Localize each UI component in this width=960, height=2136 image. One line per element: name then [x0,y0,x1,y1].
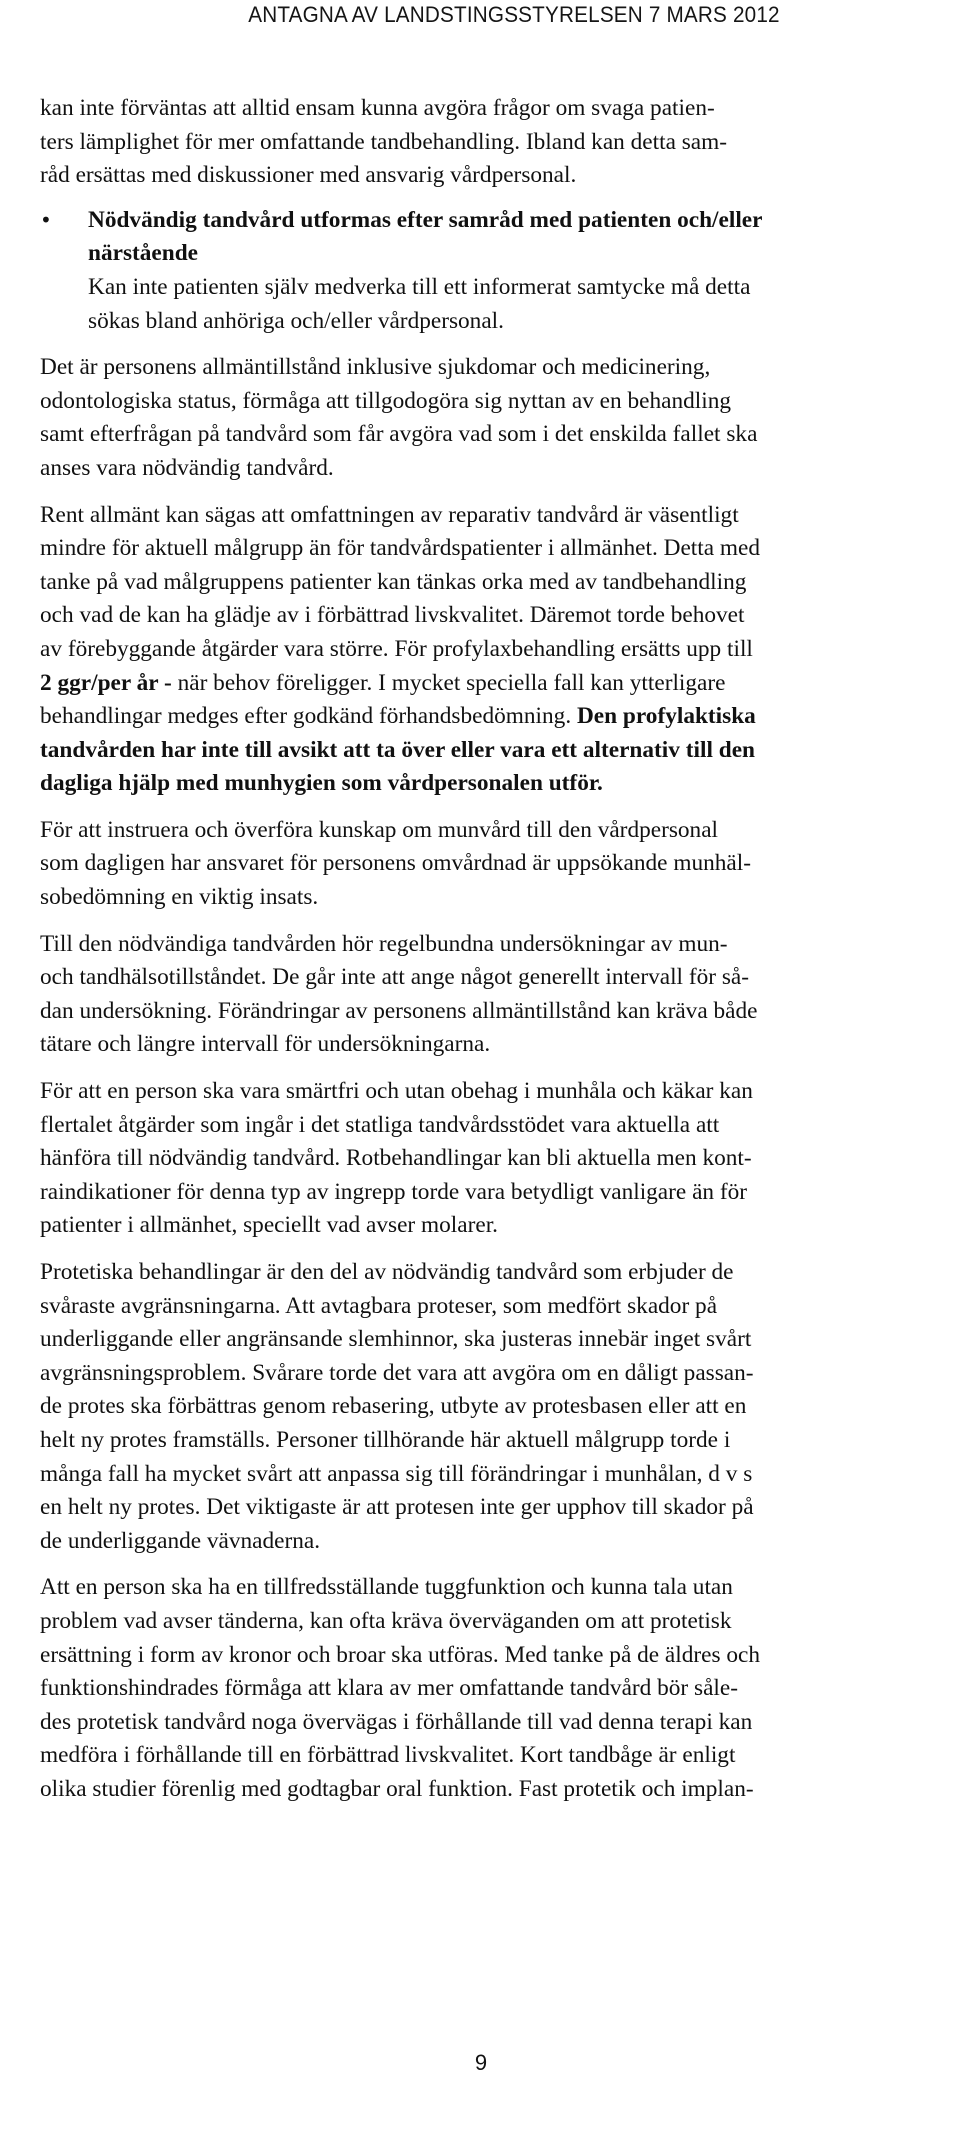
text-line: en helt ny protes. Det viktigaste är att protesen inte ger upphov till skador på [40,1494,754,1521]
text-line: de protes ska förbättras genom rebasering, utbyte av protesbasen eller att en [40,1393,747,1420]
text-line: som dagligen har ansvaret för personens omvårdnad är uppsökande munhäl- [40,850,751,877]
paragraph-protetiska-behandlingar [40,1256,960,1558]
text-run: när behov föreligger. I mycket speciella fall kan ytterligare [171,669,726,696]
running-header: ANTAGNA AV LANDSTINGSSTYRELSEN 7 MARS 2012 [248,2,780,27]
text-line: dan undersökning. Förändringar av personens allmäntillstånd kan kräva både [40,997,758,1024]
text-line: ters lämplighet för mer omfattande tandbehandling. Ibland kan detta sam- [40,128,728,155]
text-line: odontologiska status, förmåga att tillgodogöra sig nyttan av en behandling [40,387,732,414]
text-line: underliggande eller angränsande slemhinnor, ska justeras innebär inget svårt [40,1326,752,1353]
paragraph-tuggfunktion [40,1571,960,1806]
bullet-body-line: Kan inte patienten själv medverka till ett informerat samtycke må detta [88,273,751,300]
paragraph-allmantillstand [40,351,960,485]
text-line: des protetisk tandvård noga övervägas i förhållande till vad denna terapi kan [40,1708,753,1735]
text-line: Att en person ska ha en tillfredsställande tuggfunktion och kunna tala utan [40,1574,733,1601]
text-line: anses vara nödvändig tandvård. [40,454,334,481]
emphasis-statement: Den profylaktiska [576,703,756,730]
text-line: avgränsningsproblem. Svårare torde det vara att avgöra om en dåligt passan- [40,1359,754,1386]
bullet-marker: • [40,207,52,232]
text-line: råd ersättas med diskussioner med ansvarig vårdpersonal. [40,162,577,189]
text-line: Rent allmänt kan sägas att omfattningen av reparativ tandvård är väsentligt [40,501,739,528]
text-line: mindre för aktuell målgrupp än för tandvårdspatienter i allmänhet. Detta med [40,535,761,562]
paragraph-munvard-instruktion [40,814,960,915]
text-line: tätare och längre intervall för undersökningarna. [40,1031,491,1058]
text-line: av förebyggande åtgärder vara större. För profylaxbehandling ersätts upp till [40,635,753,662]
text-line: och vad de kan ha glädje av i förbättrad livskvalitet. Däremot torde behovet [40,602,745,629]
text-line: patienter i allmänhet, speciellt vad avser molarer. [40,1212,498,1239]
text-line: raindikationer för denna typ av ingrepp torde vara betydligt vanligare än för [40,1178,748,1205]
paragraph-reparativ-tandvard [40,499,960,801]
text-line: de underliggande vävnaderna. [40,1527,321,1554]
emphasis-frequency: 2 ggr/per år - [40,669,172,696]
text-line: flertalet åtgärder som ingår i det statliga tandvårdsstödet vara aktuella att [40,1111,720,1138]
bullet-heading-line: Nödvändig tandvård utformas efter samråd med patienten och/eller [88,206,763,233]
text-line: samt efterfrågan på tandvård som får avgöra vad som i det enskilda fallet ska [40,421,758,448]
emphasis-statement-line: dagliga hjälp med munhygien som vårdpersonalen utför. [40,770,603,797]
text-line: Det är personens allmäntillstånd inklusive sjukdomar och medicinering, [40,354,711,381]
bullet-heading-line: närstående [88,240,199,267]
text-line: sobedömning en viktig insats. [40,884,319,911]
intro-continuation-paragraph [40,92,960,193]
text-line: funktionshindrades förmåga att klara av mer omfattande tandvård bör såle- [40,1675,738,1702]
text-line: medföra i förhållande till en förbättrad livskvalitet. Kort tandbåge är enligt [40,1742,736,1769]
text-line: kan inte förväntas att alltid ensam kunna avgöra frågor om svaga patien- [40,95,715,121]
text-line: För att instruera och överföra kunskap om munvård till den vårdpersonal [40,816,719,843]
page-number: 9 [474,2050,488,2075]
text-line: Till den nödvändiga tandvården hör regelbundna undersökningar av mun- [40,930,728,957]
text-line: problem vad avser tänderna, kan ofta kräva överväganden om att protetisk [40,1607,732,1634]
emphasis-statement-line: tandvården har inte till avsikt att ta över eller vara ett alternativ till den [40,736,755,763]
document-body [40,92,960,1807]
text-run: behandlingar medges efter godkänd förhandsbedömning. [40,703,577,730]
text-line [40,700,960,734]
text-line: olika studier förenlig med godtagbar oral funktion. Fast protetik och implan- [40,1775,754,1802]
text-line: hänföra till nödvändig tandvård. Rotbehandlingar kan bli aktuella men kont- [40,1145,752,1172]
text-line: tanke på vad målgruppens patienter kan tänkas orka med av tandbehandling [40,568,747,595]
text-line: och tandhälsotillståndet. De går inte att ange något generellt intervall för så- [40,964,750,991]
paragraph-undersokningar [40,928,960,1062]
text-line: ersättning i form av kronor och broar ska utföras. Med tanke på de äldres och [40,1641,761,1668]
paragraph-smartfrihet [40,1075,960,1243]
text-line [40,667,960,701]
text-line: helt ny protes framställs. Personer tillhörande här aktuell målgrupp torde i [40,1426,731,1453]
text-line: För att en person ska vara smärtfri och utan obehag i munhåla och käkar kan [40,1078,753,1105]
text-line: många fall ha mycket svårt att anpassa sig till förändringar i munhålan, d v s [40,1460,753,1487]
bullet-item [40,204,960,338]
text-line: svåraste avgränsningarna. Att avtagbara proteser, som medfört skador på [40,1292,718,1319]
text-line: Protetiska behandlingar är den del av nödvändig tandvård som erbjuder de [40,1259,734,1285]
bullet-body-line: sökas bland anhöriga och/eller vårdpersonal. [88,307,504,334]
